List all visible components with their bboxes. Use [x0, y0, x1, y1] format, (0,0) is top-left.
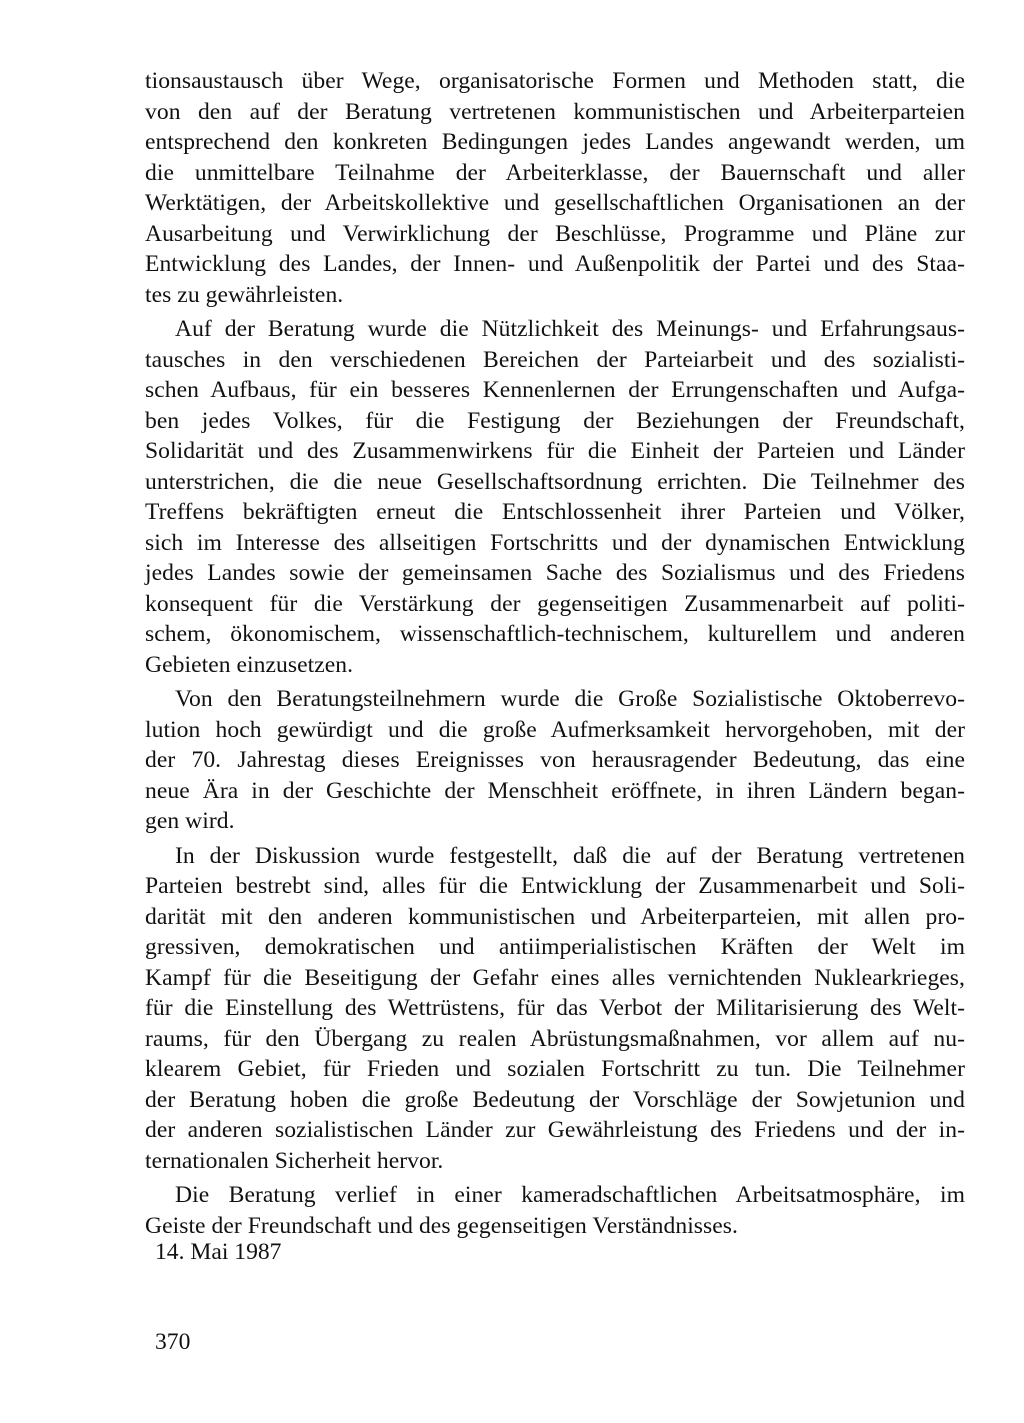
- text-line: konsequent für die Verstärkung der gegenseitigen Zusammenarbeit auf politi-: [145, 590, 965, 617]
- text-line: die unmittelbare Teilnahme der Arbeiterklasse, der Bauernschaft und aller: [145, 159, 965, 186]
- text-line: Von den Beratungsteilnehmern wurde die Große Sozialistische Oktoberrevo-: [175, 686, 965, 712]
- text-line: klearem Gebiet, für Frieden und sozialen Fortschritt zu tun. Die Teilnehmer: [145, 1056, 965, 1082]
- text-line: von den auf der Beratung vertretenen kommunistischen und Arbeiterparteien: [145, 98, 965, 125]
- text-line: Entwicklung des Landes, der Innen- und Außenpolitik der Partei und des Staa-: [145, 251, 965, 277]
- text-line: Geiste der Freundschaft und des gegenseitigen Verständnisses.: [145, 1212, 738, 1239]
- text-line: sich im Interesse des allseitigen Fortschritts und der dynamischen Entwicklung: [145, 529, 965, 556]
- text-line: unterstrichen, die die neue Gesellschaftsordnung errichten. Die Teilnehmer des: [145, 468, 965, 495]
- paragraph-4: [145, 841, 965, 1177]
- paragraph-5: [145, 1180, 965, 1241]
- text-line: Auf der Beratung wurde die Nützlichkeit des Meinungs- und Erfahrungsaus-: [175, 316, 965, 342]
- text-line: lution hoch gewürdigt und die große Aufmerksamkeit hervorgehoben, mit der: [145, 716, 965, 743]
- text-line: Solidarität und des Zusammenwirkens für die Einheit der Parteien und Länder: [145, 438, 965, 464]
- page-number: 370: [155, 1329, 191, 1355]
- text-line: der anderen sozialistischen Länder zur Gewährleistung des Friedens und der in-: [145, 1117, 965, 1143]
- text-line: Die Beratung verlief in einer kameradschaftlichen Arbeitsatmosphäre, im: [175, 1182, 965, 1208]
- text-line: neue Ära in der Geschichte der Menschheit eröffnete, in ihren Ländern began-: [145, 777, 965, 804]
- paragraph-3: [145, 684, 965, 837]
- paragraph-1: [145, 66, 965, 310]
- text-line: tausches in den verschiedenen Bereichen der Parteiarbeit und des sozialisti-: [145, 346, 965, 373]
- body-text: [145, 66, 965, 1241]
- text-line: gressiven, demokratischen und antiimperialistischen Kräften der Welt im: [145, 934, 965, 960]
- text-line: Parteien bestrebt sind, alles für die Entwicklung der Zusammenarbeit und Soli-: [145, 873, 965, 899]
- text-line: der Beratung hoben die große Bedeutung der Vorschläge der Sowjetunion und: [145, 1086, 965, 1113]
- text-line: Treffens bekräftigten erneut die Entschlossenheit ihrer Parteien und Völker,: [145, 499, 965, 525]
- document-date: 14. Mai 1987: [155, 1239, 282, 1265]
- text-line: tes zu gewährleisten.: [145, 281, 344, 308]
- text-line: gen wird.: [145, 808, 235, 834]
- text-line: darität mit den anderen kommunistischen und Arbeiterparteien, mit allen pro-: [145, 903, 965, 930]
- text-line: raums, für den Übergang zu realen Abrüstungsmaßnahmen, vor allem auf nu-: [145, 1025, 965, 1052]
- text-line: In der Diskussion wurde festgestellt, daß die auf der Beratung vertretenen: [175, 842, 965, 869]
- text-line: ternationalen Sicherheit hervor.: [145, 1147, 444, 1174]
- text-line: tionsaustausch über Wege, organisatorische Formen und Methoden statt, die: [145, 68, 965, 94]
- text-line: Gebieten einzusetzen.: [145, 651, 354, 678]
- text-line: entsprechend den konkreten Bedingungen jedes Landes angewandt werden, um: [145, 129, 965, 155]
- text-line: der 70. Jahrestag dieses Ereignisses von herausragender Bedeutung, das eine: [145, 747, 965, 773]
- paragraph-2: [145, 314, 965, 680]
- text-line: Werktätigen, der Arbeitskollektive und gesellschaftlichen Organisationen an der: [145, 190, 965, 216]
- text-line: Kampf für die Beseitigung der Gefahr eines alles vernichtenden Nuklearkrieges,: [145, 964, 965, 991]
- text-line: Ausarbeitung und Verwirklichung der Beschlüsse, Programme und Pläne zur: [145, 220, 965, 247]
- text-line: ben jedes Volkes, für die Festigung der Beziehungen der Freundschaft,: [145, 407, 965, 434]
- text-line: schen Aufbaus, für ein besseres Kennenlernen der Errungenschaften und Aufga-: [145, 377, 965, 403]
- text-line: jedes Landes sowie der gemeinsamen Sache des Sozialismus und des Friedens: [145, 560, 965, 586]
- text-line: schem, ökonomischem, wissenschaftlich-technischem, kulturellem und anderen: [145, 621, 965, 647]
- text-line: für die Einstellung des Wettrüstens, für das Verbot der Militarisierung des Welt-: [145, 995, 965, 1021]
